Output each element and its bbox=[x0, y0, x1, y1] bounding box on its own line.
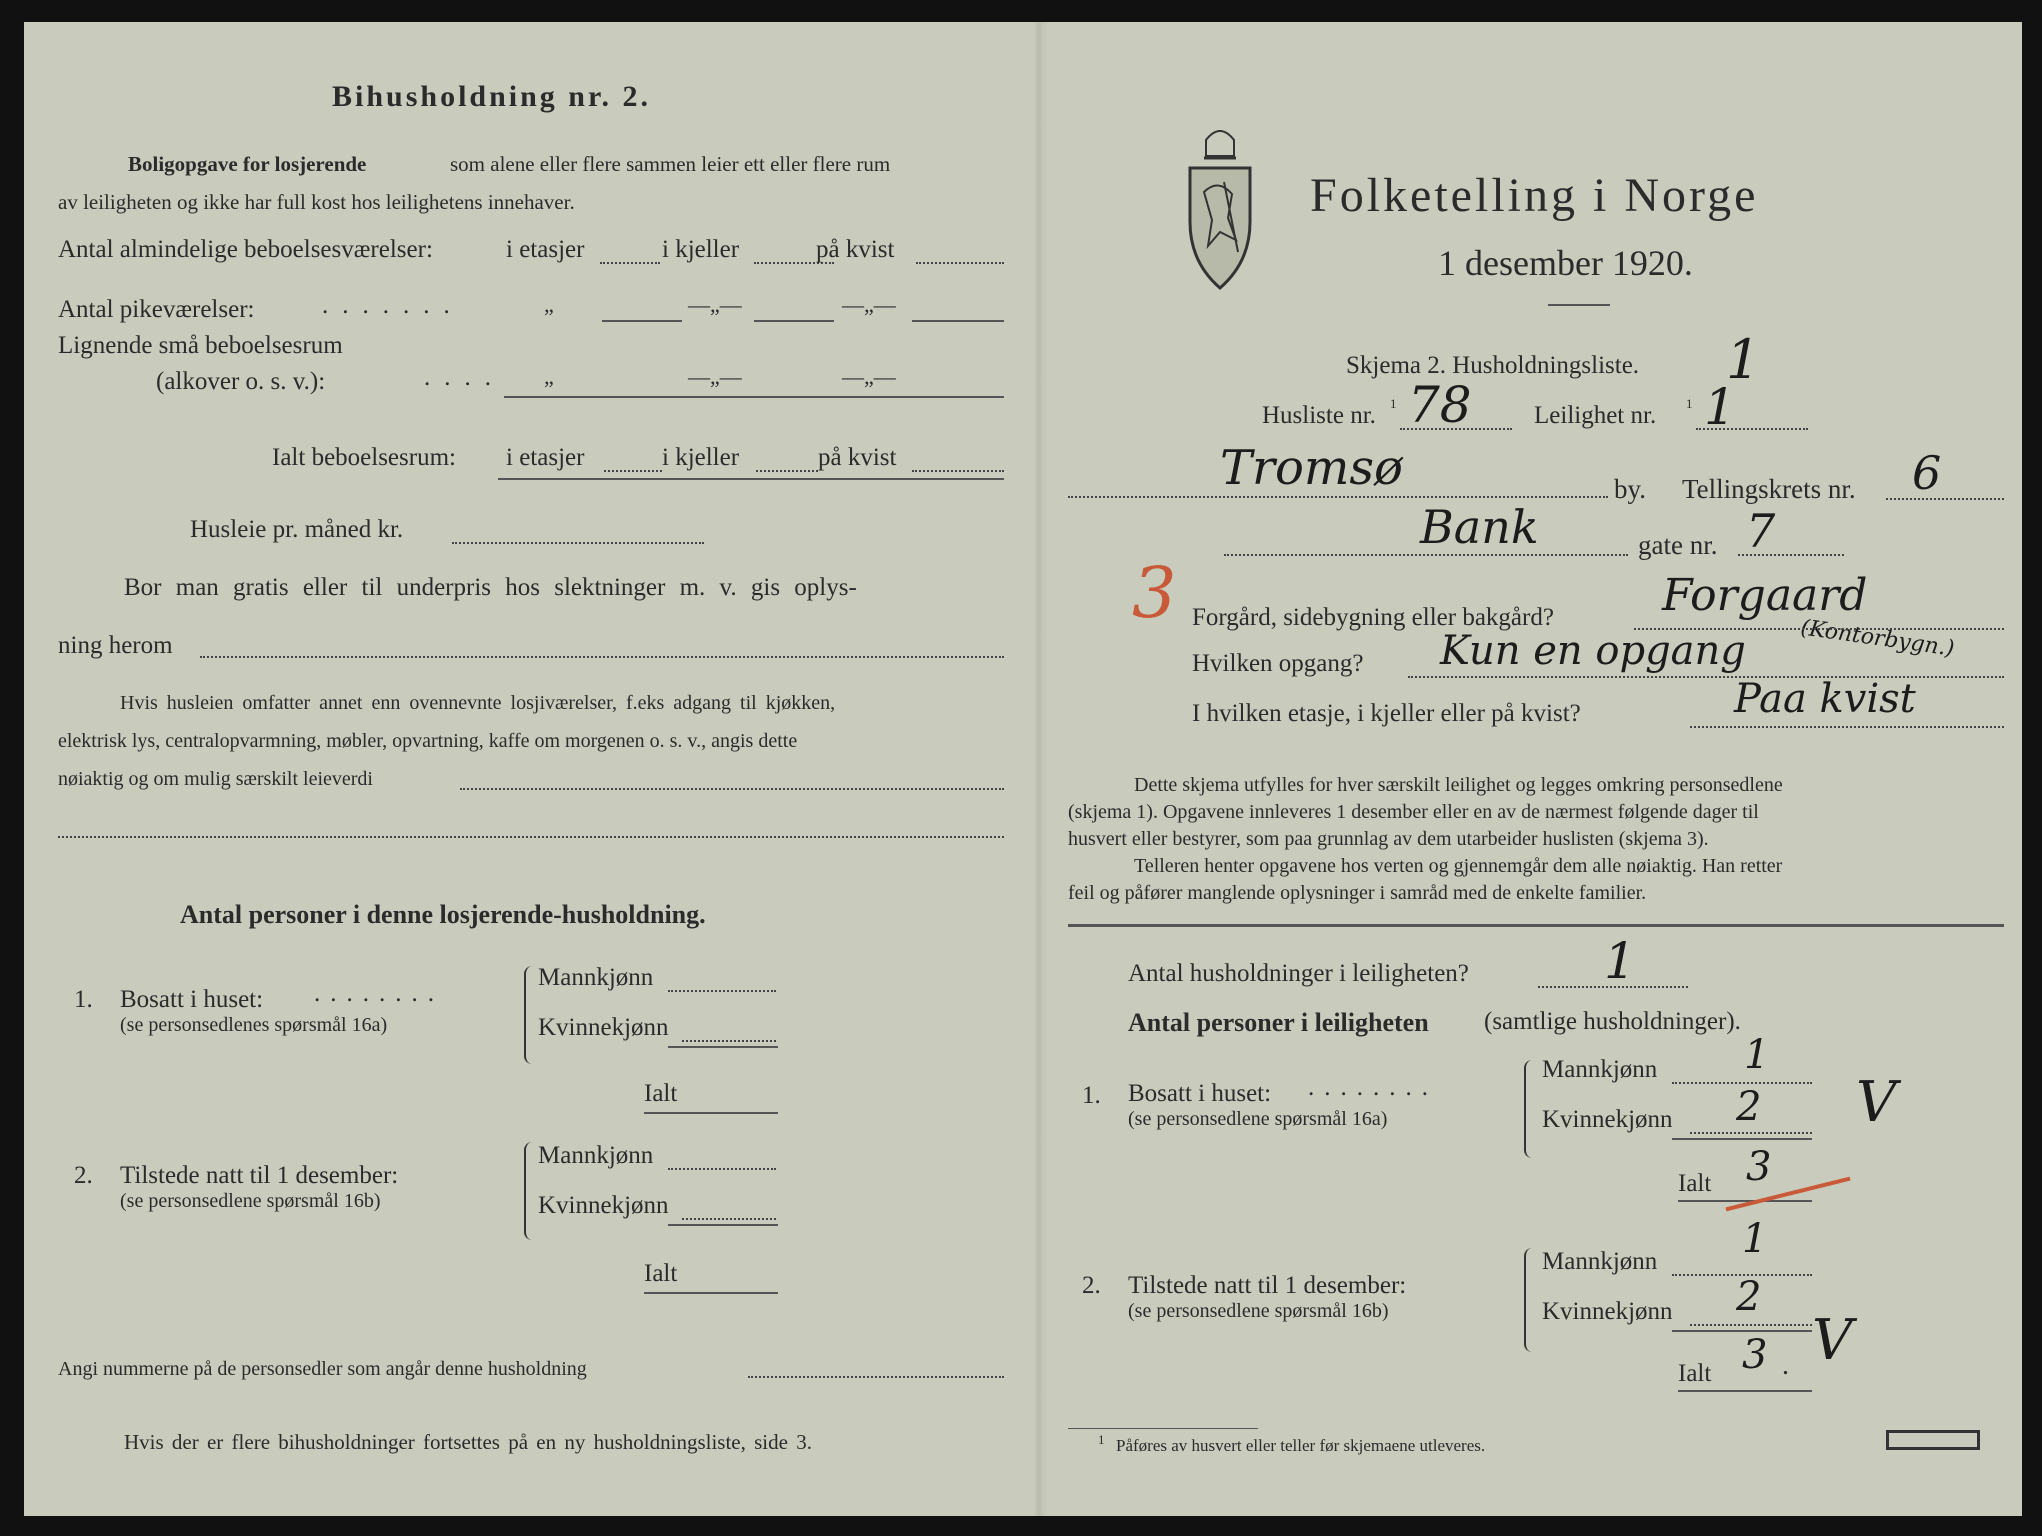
left-q2-sub: (se personsedlene spørsmål 16b) bbox=[120, 1190, 381, 1212]
title-divider bbox=[1548, 304, 1610, 306]
left-title: Bihusholdning nr. 2. bbox=[332, 80, 652, 113]
left-q2-ialt-field[interactable] bbox=[644, 1292, 778, 1294]
bor-line-1: Bor man gratis eller til underpris hos slektninger m. v. gis oplys- bbox=[124, 574, 857, 601]
coat-of-arms-icon bbox=[1184, 122, 1256, 292]
ialt-kvist-field[interactable] bbox=[912, 470, 1004, 472]
intro-rest-1: som alene eller flere sammen leier ett eller flere rum bbox=[450, 152, 891, 176]
husliste-footnote-mark: 1 bbox=[1390, 396, 1397, 411]
right-q1-mann-label: Mannkjønn bbox=[1542, 1056, 1658, 1083]
left-q2-brace bbox=[524, 1142, 534, 1240]
intro-rest-2: av leiligheten og ikke har full kost hos leilighetens innehaver. bbox=[58, 190, 575, 214]
right-q1-check: V bbox=[1856, 1070, 1897, 1135]
angi-label: Angi nummerne på de personsedler som angår denne husholdning bbox=[58, 1358, 587, 1380]
left-q1-mann-field[interactable] bbox=[668, 990, 776, 992]
left-q2-ialt-label: Ialt bbox=[644, 1260, 678, 1287]
angi-field[interactable] bbox=[748, 1376, 1004, 1378]
gate-label: gate nr. bbox=[1638, 530, 1718, 560]
info-line-2: (skjema 1). Opgavene innleveres 1 desember eller en av de nærmest følgende dager til bbox=[1068, 801, 1759, 823]
right-q2-ialt-value[interactable]: 3 bbox=[1742, 1332, 1768, 1378]
left-q1-num: 1. bbox=[74, 986, 93, 1013]
right-q1-dots: ........ bbox=[1308, 1074, 1438, 1101]
right-q2-brace bbox=[1524, 1248, 1534, 1352]
lignende-ditto-2: —„— bbox=[688, 364, 742, 389]
left-q2-mann-label: Mannkjønn bbox=[538, 1142, 654, 1169]
rooms-label: Antal almindelige beboelsesværelser: bbox=[58, 236, 433, 263]
right-q2-mann-value[interactable]: 1 bbox=[1742, 1216, 1768, 1262]
ialt-kjeller-field[interactable] bbox=[756, 470, 818, 472]
pike-label: Antal pikeværelser: bbox=[58, 296, 255, 323]
right-q2-kvinne-value[interactable]: 2 bbox=[1736, 1274, 1762, 1320]
rooms-etasjer: i etasjer bbox=[506, 236, 585, 263]
hvis-line-3: nøiaktig og om mulig særskilt leieverdi bbox=[58, 768, 373, 790]
right-q1-num: 1. bbox=[1082, 1082, 1101, 1109]
right-q1-label: Bosatt i huset: bbox=[1128, 1080, 1272, 1107]
right-q1-ialt-label: Ialt bbox=[1678, 1170, 1712, 1197]
right-q2-check: V bbox=[1812, 1308, 1853, 1373]
lignende-ditto-3: —„— bbox=[842, 364, 896, 389]
right-q1-sub: (se personsedlene spørsmål 16a) bbox=[1128, 1108, 1388, 1130]
lignende-dots: .... bbox=[424, 364, 505, 391]
rooms-etasjer-field[interactable] bbox=[600, 262, 660, 264]
left-q2-label: Tilstede natt til 1 desember: bbox=[120, 1162, 399, 1189]
right-q2-sub: (se personsedlene spørsmål 16b) bbox=[1128, 1300, 1389, 1322]
leilighet-value[interactable]: 1 bbox=[1704, 378, 1736, 436]
left-q1-dots: ........ bbox=[314, 980, 444, 1007]
husleie-label: Husleie pr. måned kr. bbox=[190, 516, 404, 543]
left-q1-kvinne-label: Kvinnekjønn bbox=[538, 1014, 669, 1041]
pike-field-1[interactable] bbox=[602, 320, 682, 322]
right-q1-brace bbox=[1524, 1060, 1534, 1158]
page-fold bbox=[1034, 22, 1048, 1516]
pike-field-3[interactable] bbox=[912, 320, 1004, 322]
forgard-label: Forgård, sidebygning eller bakgård? bbox=[1192, 604, 1554, 631]
footnote-text: Påføres av husvert eller teller før skjemaene utleveres. bbox=[1116, 1436, 1486, 1455]
printer-stamp bbox=[1886, 1430, 1980, 1450]
leilighet-label: Leilighet nr. bbox=[1534, 402, 1657, 429]
hvis-line-1: Hvis husleien omfatter annet enn ovennevnte losjiværelser, f.eks adgang til kjøkken, bbox=[120, 692, 836, 714]
right-q1-kvinne-label: Kvinnekjønn bbox=[1542, 1106, 1673, 1133]
rooms-kvist-field[interactable] bbox=[916, 262, 1004, 264]
ialt-rooms-label: Ialt beboelsesrum: bbox=[272, 444, 456, 471]
right-q2-kvinne-label: Kvinnekjønn bbox=[1542, 1298, 1673, 1325]
info-line-1: Dette skjema utfylles for hver særskilt leilighet og legges omkring personsedlene bbox=[1134, 774, 1783, 796]
bor-field[interactable] bbox=[200, 656, 1004, 658]
husliste-value[interactable]: 78 bbox=[1408, 376, 1472, 434]
right-q2-mann-label: Mannkjønn bbox=[1542, 1248, 1658, 1275]
lignende-field[interactable] bbox=[504, 396, 1004, 398]
right-q1-kvinne-field[interactable] bbox=[1690, 1132, 1812, 1134]
left-q1-sub: (se personsedlenes spørsmål 16a) bbox=[120, 1014, 388, 1036]
pike-dots: ....... bbox=[322, 292, 464, 319]
gate-field[interactable] bbox=[1224, 554, 1628, 556]
footnote-mark: 1 bbox=[1098, 1432, 1105, 1447]
left-q1-kvinne-line bbox=[668, 1046, 778, 1048]
gate-value[interactable]: Bank bbox=[1420, 500, 1539, 554]
rooms-kvist: på kvist bbox=[816, 236, 895, 263]
right-q2-kvinne-field[interactable] bbox=[1690, 1324, 1812, 1326]
by-label: by. bbox=[1614, 474, 1646, 504]
ialt-underline bbox=[498, 478, 1004, 480]
ialt-etasjer-field[interactable] bbox=[604, 470, 662, 472]
form-date: 1 desember 1920. bbox=[1438, 243, 1693, 283]
antal-hush-field[interactable] bbox=[1538, 986, 1688, 988]
left-q2-kvinne-label: Kvinnekjønn bbox=[538, 1192, 669, 1219]
etasje-value[interactable]: Paa kvist bbox=[1734, 676, 1916, 722]
right-q1-kvinne-line bbox=[1672, 1138, 1812, 1140]
left-q2-kvinne-line bbox=[668, 1224, 778, 1226]
forgard-note[interactable]: (Kontorbygn.) bbox=[1799, 615, 1956, 662]
opgang-label: Hvilken opgang? bbox=[1192, 650, 1364, 677]
right-q1-ialt-value[interactable]: 3 bbox=[1746, 1144, 1772, 1190]
ialt-etasjer: i etasjer bbox=[506, 444, 585, 471]
left-q1-kvinne-field[interactable] bbox=[682, 1040, 776, 1042]
hvis-field-1[interactable] bbox=[460, 788, 1004, 790]
info-line-5: feil og påfører manglende oplysninger i samråd med de enkelte familier. bbox=[1068, 882, 1647, 904]
pike-ditto-3: —„— bbox=[842, 292, 896, 317]
left-q2-num: 2. bbox=[74, 1162, 93, 1189]
gate-nr-value[interactable]: 7 bbox=[1746, 504, 1776, 558]
husliste-label: Husliste nr. bbox=[1262, 402, 1376, 429]
lignende-label-2: (alkover o. s. v.): bbox=[156, 368, 326, 395]
antal-pers-rest: (samtlige husholdninger). bbox=[1484, 1008, 1741, 1035]
antal-pers-bold: Antal personer i leiligheten bbox=[1128, 1008, 1429, 1037]
right-q2-ialt-dot: . bbox=[1782, 1350, 1789, 1381]
gate-nr-field[interactable] bbox=[1738, 554, 1844, 556]
left-q1-ialt-label: Ialt bbox=[644, 1080, 678, 1107]
form-title: Folketelling i Norge bbox=[1310, 169, 1759, 222]
ialt-kjeller: i kjeller bbox=[662, 444, 740, 471]
intro-bold: Boligopgave for losjerende bbox=[128, 152, 367, 176]
husliste-field[interactable] bbox=[1400, 428, 1512, 430]
hvis-line-2: elektrisk lys, centralopvarmning, møbler, opvartning, kaffe om morgenen o. s. v., angis dette bbox=[58, 730, 798, 752]
hvis-field-2[interactable] bbox=[58, 836, 1004, 838]
krets-value[interactable]: 6 bbox=[1912, 446, 1942, 500]
right-q1-kvinne-value[interactable]: 2 bbox=[1736, 1084, 1762, 1130]
left-q1-ialt-field[interactable] bbox=[644, 1112, 778, 1114]
info-line-4: Telleren henter opgavene hos verten og gjennemgår dem alle nøiaktig. Han retter bbox=[1134, 855, 1783, 877]
pike-field-2[interactable] bbox=[754, 320, 834, 322]
bor-line-2: ning herom bbox=[58, 632, 173, 659]
skjema-label: Skjema 2. Husholdningsliste. bbox=[1346, 352, 1640, 379]
left-footer: Hvis der er flere bihusholdninger fortsettes på en ny husholdningsliste, side 3. bbox=[124, 1430, 812, 1454]
ialt-kvist: på kvist bbox=[818, 444, 897, 471]
lignende-label-1: Lignende små beboelsesrum bbox=[58, 332, 343, 359]
antal-hush-value[interactable]: 1 bbox=[1604, 932, 1636, 990]
right-q2-ialt-label: Ialt bbox=[1678, 1360, 1712, 1387]
krets-field[interactable] bbox=[1886, 498, 2004, 500]
left-antal-heading: Antal personer i denne losjerende-husholdning. bbox=[180, 900, 706, 929]
info-divider bbox=[1068, 924, 2004, 927]
left-q1-brace bbox=[524, 966, 534, 1064]
left-q1-label: Bosatt i huset: bbox=[120, 986, 264, 1013]
etasje-field[interactable] bbox=[1690, 726, 2004, 728]
krets-label: Tellingskrets nr. bbox=[1682, 474, 1856, 504]
right-q2-label: Tilstede natt til 1 desember: bbox=[1128, 1272, 1407, 1299]
right-q2-num: 2. bbox=[1082, 1272, 1101, 1299]
etasje-label: I hvilken etasje, i kjeller eller på kvist? bbox=[1192, 700, 1581, 727]
right-q1-red-check bbox=[1725, 1177, 1850, 1212]
leilighet-field[interactable] bbox=[1696, 428, 1808, 430]
rooms-kjeller: i kjeller bbox=[662, 236, 740, 263]
skjema-hand: 1 bbox=[1726, 328, 1761, 391]
forgard-value[interactable]: Forgaard bbox=[1662, 570, 1868, 621]
left-q2-mann-field[interactable] bbox=[668, 1168, 776, 1170]
antal-hush-label: Antal husholdninger i leiligheten? bbox=[1128, 960, 1469, 987]
red-mark: 3 bbox=[1132, 552, 1177, 634]
pike-ditto-1: „ bbox=[544, 292, 554, 317]
opgang-value[interactable]: Kun en opgang bbox=[1440, 628, 1746, 674]
info-line-3: husvert eller bestyrer, som paa grunnlag av dem utarbeider huslisten (skjema 3). bbox=[1068, 828, 1709, 850]
leilighet-footnote-mark: 1 bbox=[1686, 396, 1693, 411]
by-field[interactable] bbox=[1068, 496, 1608, 498]
left-q1-mann-label: Mannkjønn bbox=[538, 964, 654, 991]
husleie-field[interactable] bbox=[452, 542, 704, 544]
footnote-rule bbox=[1068, 1428, 1258, 1429]
lignende-ditto-1: „ bbox=[544, 364, 554, 389]
census-form-sheet bbox=[24, 22, 2022, 1516]
left-q2-kvinne-field[interactable] bbox=[682, 1218, 776, 1220]
right-q2-ialt-field[interactable] bbox=[1678, 1390, 1812, 1392]
right-q1-mann-value[interactable]: 1 bbox=[1744, 1032, 1770, 1078]
by-value[interactable]: Tromsø bbox=[1220, 440, 1403, 496]
pike-ditto-2: —„— bbox=[688, 292, 742, 317]
